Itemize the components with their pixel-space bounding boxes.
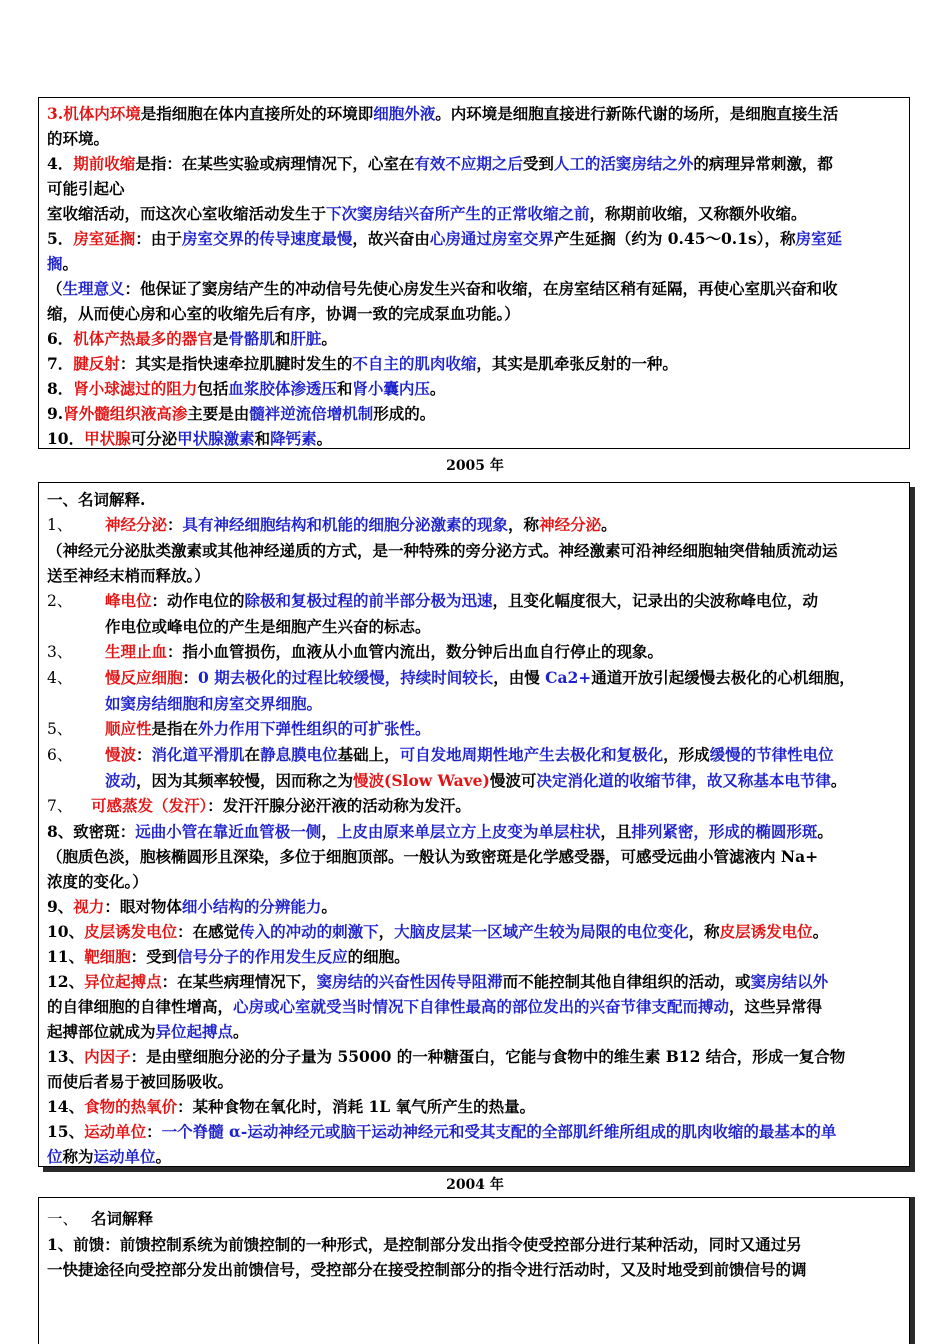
highlight-text: 肾小囊内压 bbox=[352, 379, 430, 398]
term-text: 期前收缩 bbox=[73, 154, 136, 173]
highlight-text: 心房或心室就受当时情况下自律性最高的部位发出的兴奋节律支配而搏动 bbox=[233, 997, 730, 1016]
text-line bbox=[47, 742, 901, 768]
body-text: 受到 bbox=[522, 154, 554, 173]
text-line bbox=[47, 326, 901, 351]
highlight-text: 有效不应期之后 bbox=[414, 154, 523, 173]
highlight-text: 骨骼肌 bbox=[228, 329, 275, 348]
text-line bbox=[47, 944, 901, 969]
text-line bbox=[47, 894, 901, 919]
text-line bbox=[47, 126, 901, 151]
body-text: ：发汗汗腺分泌汗液的活动称为发汗。 bbox=[207, 796, 471, 815]
body-text: （神经元分泌肽类激素或其他神经递质的方式，是一种特殊的旁分泌方式。神经激素可沿神经细胞轴突借轴质流动运 bbox=[47, 541, 838, 560]
highlight-text: 远曲小管在靠近血管极一侧 bbox=[135, 822, 322, 841]
term-text: 房室延搁 bbox=[73, 229, 136, 248]
body-text: ：在感觉 bbox=[177, 922, 240, 941]
text-line bbox=[47, 844, 901, 869]
body-text: ，因为其频率较慢，因而称之为 bbox=[136, 771, 354, 790]
text-line bbox=[47, 538, 901, 563]
text-line bbox=[47, 639, 901, 665]
body-text: 是指在 bbox=[151, 719, 199, 738]
body-text: 10． bbox=[47, 429, 85, 448]
highlight-text: 除极和复极过程的前半部分极为迅速 bbox=[244, 591, 493, 610]
body-text: 一快捷途径向受控部分发出前馈信号，受控部分在接受控制部分的指令进行活动时，又及时地受到前馈信号的调 bbox=[47, 1260, 807, 1279]
highlight-text: 房室延 bbox=[795, 229, 842, 248]
exam-box-2005 bbox=[38, 482, 910, 1167]
body-text: ，称 bbox=[688, 922, 720, 941]
highlight-text: 上皮由原来单层立方上皮变为单层柱状 bbox=[336, 822, 601, 841]
term-text: 肾外髓组织液高渗 bbox=[63, 404, 188, 423]
term-text: 腱反射 bbox=[73, 354, 120, 373]
highlight-text: 肝脏 bbox=[290, 329, 322, 348]
body-text: 。 bbox=[429, 379, 446, 398]
term-text: 皮层诱发电位 bbox=[84, 922, 178, 941]
body-text: 。 bbox=[321, 329, 337, 348]
body-text: 13、 bbox=[47, 1047, 85, 1066]
highlight-text: 信号分子的作用发生反应 bbox=[177, 947, 348, 966]
text-line bbox=[47, 1069, 901, 1094]
body-text: ，称期前收缩，又称额外收缩。 bbox=[589, 204, 807, 223]
highlight-text: 外力作用下弹性组织的可扩张性。 bbox=[198, 719, 431, 738]
highlight-text: 窦房结的兴奋性因传导阻滞 bbox=[316, 972, 503, 991]
body-text: 称为 bbox=[62, 1147, 94, 1166]
item-number: 6、 bbox=[47, 746, 73, 764]
text-line bbox=[47, 691, 901, 716]
body-text: 。 bbox=[830, 771, 847, 790]
highlight-text: 一个脊髓 α-运动神经元或脑干运动神经元和受其支配的全部肌纤维所组成的肌肉收缩的最基本的单 bbox=[161, 1122, 837, 1141]
text-line bbox=[47, 588, 901, 614]
body-text: ：其实是指快速牵拉肌腱时发生的 bbox=[119, 354, 353, 373]
body-text: ：动作电位的 bbox=[151, 591, 245, 610]
exam-box-definitions-part bbox=[38, 97, 910, 449]
body-text: 8． bbox=[47, 379, 74, 398]
text-line bbox=[47, 276, 901, 301]
body-text: 是指：在某些实验或病理情况下，心室在 bbox=[135, 154, 415, 173]
item-number: 1、 bbox=[47, 516, 73, 534]
text-line bbox=[47, 919, 901, 944]
highlight-text: 下次窦房结兴奋所产生的正常收缩之前 bbox=[326, 204, 590, 223]
item-number: 一、 bbox=[47, 1210, 79, 1228]
text-line bbox=[47, 819, 901, 844]
highlight-text: 甲状腺激素 bbox=[177, 429, 255, 448]
text-line bbox=[47, 1144, 901, 1169]
text-line bbox=[47, 969, 901, 994]
term-text: 可感蒸发（发汗） bbox=[91, 796, 208, 815]
body-text: 形成的。 bbox=[373, 404, 436, 423]
highlight-text: 细胞外液 bbox=[373, 104, 436, 123]
term-text: 甲状腺 bbox=[84, 429, 131, 448]
body-text: ，故兴奋由 bbox=[352, 229, 430, 248]
highlight-text: Ca2+ bbox=[545, 668, 592, 687]
term-text: 生理止血 bbox=[105, 642, 168, 661]
body-text: 室收缩活动，而这次心室收缩活动发生于 bbox=[47, 204, 327, 223]
body-text: 慢波可 bbox=[489, 771, 537, 790]
body-text: 名词解释 bbox=[91, 1209, 154, 1228]
highlight-text: 异位起搏点 bbox=[155, 1022, 234, 1041]
body-text: ，称 bbox=[508, 515, 540, 534]
text-line bbox=[47, 426, 901, 451]
highlight-text: 缓慢的节律性电位 bbox=[709, 745, 834, 764]
highlight-text: 髓袢逆流倍增机制 bbox=[249, 404, 374, 423]
text-line bbox=[47, 251, 901, 276]
term-text: 靶细胞 bbox=[84, 947, 131, 966]
year-heading-2004: 2004 年 bbox=[446, 1177, 504, 1193]
text-line bbox=[47, 301, 901, 326]
highlight-text: 传入的冲动的刺激下 bbox=[239, 922, 379, 941]
body-text: ，且 bbox=[600, 822, 632, 841]
body-text: ，由慢 bbox=[493, 668, 546, 687]
term-text: 机体产热最多的器官 bbox=[73, 329, 213, 348]
body-text: 。 bbox=[233, 1022, 249, 1041]
body-text: 浓度的变化。） bbox=[47, 872, 148, 891]
body-text: 作电位或峰电位的产生是细胞产生兴奋的标志。 bbox=[105, 617, 431, 636]
body-text: 的病理异常刺激，都 bbox=[693, 154, 833, 173]
highlight-text: 降钙素 bbox=[270, 429, 317, 448]
body-text: 的环境。 bbox=[47, 129, 110, 148]
body-text: ：指小血管损伤，血液从小血管内流出，数分钟后出血自行停止的现象。 bbox=[167, 642, 664, 661]
term-text: 内因子 bbox=[84, 1047, 131, 1066]
text-line bbox=[47, 101, 901, 126]
body-text: ： bbox=[167, 515, 183, 534]
body-text: 4． bbox=[47, 154, 74, 173]
body-text: ：某种食物在氧化时，消耗 1L 氧气所产生的热量。 bbox=[177, 1097, 536, 1116]
highlight-text: 细小结构的分辨能力 bbox=[181, 897, 322, 916]
text-line bbox=[47, 487, 901, 512]
body-text: 9、 bbox=[47, 897, 74, 916]
text-line bbox=[47, 563, 901, 588]
term-text: 3. bbox=[47, 104, 64, 123]
body-text: 和 bbox=[254, 429, 271, 448]
text-line bbox=[47, 793, 901, 819]
highlight-text: 静息膜电位 bbox=[260, 745, 338, 764]
body-text: 和 bbox=[336, 379, 353, 398]
item-number: 3、 bbox=[47, 643, 73, 661]
body-text: 是指细胞在体内直接所处的环境即 bbox=[140, 104, 374, 123]
body-text: 6． bbox=[47, 329, 74, 348]
term-text: 慢波(Slow Wave) bbox=[353, 771, 490, 790]
term-text: 峰电位 bbox=[105, 591, 152, 610]
text-line bbox=[47, 176, 901, 201]
text-line bbox=[47, 1094, 901, 1119]
text-line bbox=[47, 151, 901, 176]
item-number: 2、 bbox=[47, 592, 73, 610]
text-line bbox=[47, 1206, 901, 1232]
text-line bbox=[47, 351, 901, 376]
body-text: 产生延搁（约为 0.45～0.1s），称 bbox=[553, 229, 796, 248]
body-text: ，这些异常得 bbox=[729, 997, 823, 1016]
highlight-text: 不自主的肌肉收缩 bbox=[352, 354, 477, 373]
highlight-text: 运动单位 bbox=[93, 1147, 156, 1166]
body-text: 是 bbox=[212, 329, 229, 348]
body-text: 10、 bbox=[47, 922, 85, 941]
text-line bbox=[47, 1257, 901, 1282]
body-text: 。 bbox=[817, 822, 833, 841]
body-text: 而使后者易于被回肠吸收。 bbox=[47, 1072, 234, 1091]
text-line bbox=[47, 614, 901, 639]
body-text: 。 bbox=[155, 1147, 172, 1166]
body-text: ： bbox=[136, 745, 152, 764]
body-text: 。 bbox=[316, 429, 333, 448]
text-line bbox=[47, 1232, 901, 1257]
body-text: 而不能控制其他自律组织的活动，或 bbox=[502, 972, 751, 991]
term-text: 肾小球滤过的阻力 bbox=[73, 379, 198, 398]
body-text: ，形成 bbox=[663, 745, 710, 764]
text-line bbox=[47, 512, 901, 538]
body-text: 。 bbox=[812, 922, 829, 941]
text-line bbox=[47, 1019, 901, 1044]
body-text: 的自律细胞的自律性增高， bbox=[47, 997, 234, 1016]
body-text: 起搏部位就成为 bbox=[47, 1022, 156, 1041]
term-text: 视力 bbox=[73, 897, 105, 916]
highlight-text: 如窦房结细胞和房室交界细胞。 bbox=[105, 694, 323, 713]
body-text: 8、致密斑： bbox=[47, 822, 136, 841]
year-heading-2005: 2005 年 bbox=[446, 458, 504, 474]
term-text: 神经分泌 bbox=[105, 515, 168, 534]
highlight-text: 决定消化道的收缩节律，故又称基本电节律 bbox=[536, 771, 831, 790]
body-text: ：由于 bbox=[135, 229, 182, 248]
highlight-text: 位 bbox=[47, 1147, 63, 1166]
body-text: ， bbox=[321, 822, 337, 841]
highlight-text: 0 期去极化的过程比较缓慢，持续时间较长 bbox=[198, 668, 494, 687]
body-text: 1、前馈：前馈控制系统为前馈控制的一种形式，是控制部分发出指令使受控部分进行某种活动，同时又通过另 bbox=[47, 1235, 802, 1254]
highlight-text: 可自发地周期性地产生去极化和复极化 bbox=[399, 745, 664, 764]
highlight-text: 人工的活窦房结之外 bbox=[553, 154, 694, 173]
body-text: 5． bbox=[47, 229, 74, 248]
body-text: （ bbox=[47, 279, 63, 298]
highlight-text: 搁 bbox=[47, 254, 63, 273]
highlight-text: 生理意义 bbox=[62, 279, 125, 298]
highlight-text: 波动 bbox=[105, 771, 137, 790]
term-text: 顺应性 bbox=[105, 719, 152, 738]
text-line bbox=[47, 994, 901, 1019]
highlight-text: 心房通过房室交界 bbox=[429, 229, 554, 248]
term-text: 神经分泌 bbox=[539, 515, 602, 534]
body-text: 主要是由 bbox=[187, 404, 250, 423]
body-text: 的细胞。 bbox=[347, 947, 410, 966]
body-text: 。 bbox=[601, 515, 617, 534]
body-text: 通道开放引起缓慢去极化的心机细胞， bbox=[591, 668, 855, 687]
body-text: （胞质色淡，胞核椭圆形且深染，多位于细胞顶部。一般认为致密斑是化学感受器，可感受远曲小管滤液内 Na+ bbox=[47, 847, 819, 866]
body-text: ： bbox=[146, 1122, 162, 1141]
text-line bbox=[47, 201, 901, 226]
text-line bbox=[47, 869, 901, 894]
body-text: 7． bbox=[47, 354, 74, 373]
body-text: ：是由壁细胞分泌的分子量为 55000 的一种糖蛋白，它能与食物中的维生素 B12 结合，形成一复合物 bbox=[130, 1047, 846, 1066]
text-line bbox=[47, 768, 901, 793]
body-text: ，其实是肌牵张反射的一种。 bbox=[476, 354, 678, 373]
body-text: 缩，从而使心房和心室的收缩先后有序，协调一致的完成泵血功能。） bbox=[47, 304, 520, 323]
body-text: 可分泌 bbox=[130, 429, 178, 448]
body-text: 可能引起心 bbox=[47, 179, 125, 198]
text-line bbox=[47, 1119, 901, 1144]
body-text: 基础上， bbox=[337, 745, 400, 764]
text-line bbox=[47, 401, 901, 426]
body-text: 包括 bbox=[197, 379, 229, 398]
term-text: 皮层诱发电位 bbox=[719, 922, 813, 941]
term-text: 食物的热氧价 bbox=[84, 1097, 178, 1116]
text-line bbox=[47, 376, 901, 401]
highlight-text: 具有神经细胞结构和机能的细胞分泌激素的现象 bbox=[182, 515, 509, 534]
body-text: ：在某些病理情况下， bbox=[161, 972, 317, 991]
text-line bbox=[47, 226, 901, 251]
body-text: 15、 bbox=[47, 1122, 85, 1141]
term-text: 慢反应细胞 bbox=[105, 668, 183, 687]
body-text: ， bbox=[378, 922, 395, 941]
item-number: 4、 bbox=[47, 669, 73, 687]
body-text: 。内环境是细胞直接进行新陈代谢的场所，是细胞直接生活 bbox=[435, 104, 839, 123]
body-text: ，且变化幅度很大，记录出的尖波称峰电位，动 bbox=[492, 591, 819, 610]
term-text: 运动单位 bbox=[84, 1122, 147, 1141]
body-text: ：他保证了窦房结产生的冲动信号先使心房发生兴奋和收缩，在房室结区稍有延隔，再使心室肌兴奋和收 bbox=[124, 279, 838, 298]
exam-box-2004 bbox=[38, 1197, 910, 1344]
item-number: 5、 bbox=[47, 720, 73, 738]
body-text: 。 bbox=[321, 897, 337, 916]
body-text: 12、 bbox=[47, 972, 85, 991]
body-text: 9. bbox=[47, 404, 64, 423]
highlight-text: 血浆胶体渗透压 bbox=[228, 379, 337, 398]
highlight-text: 房室交界的传导速度最慢 bbox=[181, 229, 353, 248]
term-text: 机体内环境 bbox=[63, 104, 141, 123]
term-text: 异位起搏点 bbox=[84, 972, 162, 991]
body-text: 11、 bbox=[47, 947, 85, 966]
highlight-text: 排列紧密，形成的椭圆形斑 bbox=[631, 822, 818, 841]
term-text: 慢波 bbox=[105, 745, 137, 764]
highlight-text: 消化道平滑肌 bbox=[151, 745, 245, 764]
body-text: 。 bbox=[62, 254, 79, 273]
body-text: 送至神经末梢而释放。） bbox=[47, 566, 210, 585]
body-text: ： bbox=[182, 668, 199, 687]
highlight-text: 窦房结以外 bbox=[750, 972, 829, 991]
highlight-text: 大脑皮层某一区域产生较为局限的电位变化 bbox=[394, 922, 689, 941]
body-text: ：受到 bbox=[130, 947, 178, 966]
text-line bbox=[47, 1044, 901, 1069]
item-number: 7、 bbox=[47, 797, 73, 815]
body-text: 和 bbox=[274, 329, 291, 348]
body-text: ：眼对物体 bbox=[104, 897, 182, 916]
body-text: 一、名词解释. bbox=[47, 490, 146, 509]
body-text: 14、 bbox=[47, 1097, 85, 1116]
body-text: 在 bbox=[244, 745, 261, 764]
text-line bbox=[47, 716, 901, 742]
text-line bbox=[47, 665, 901, 691]
